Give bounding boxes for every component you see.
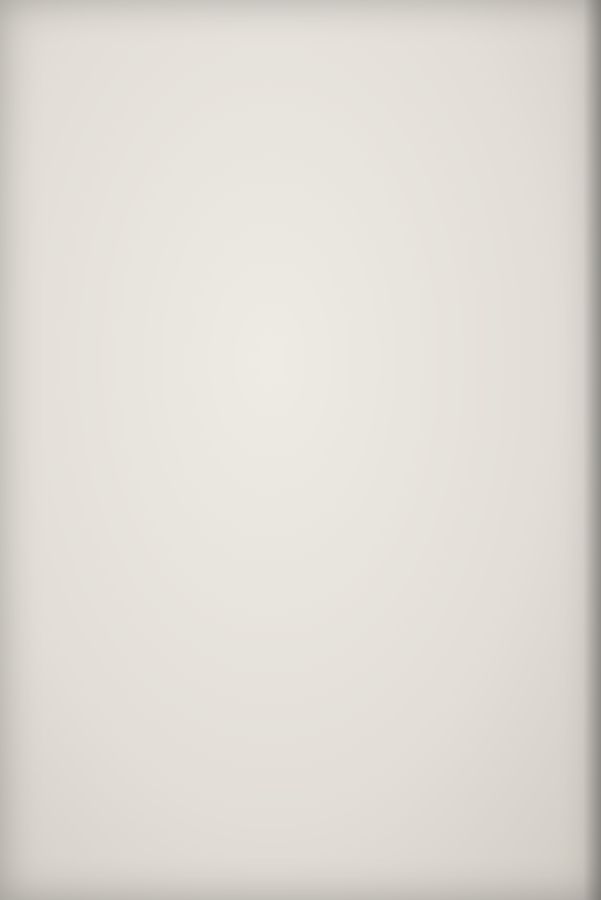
page-gutter-shadow xyxy=(583,0,601,900)
